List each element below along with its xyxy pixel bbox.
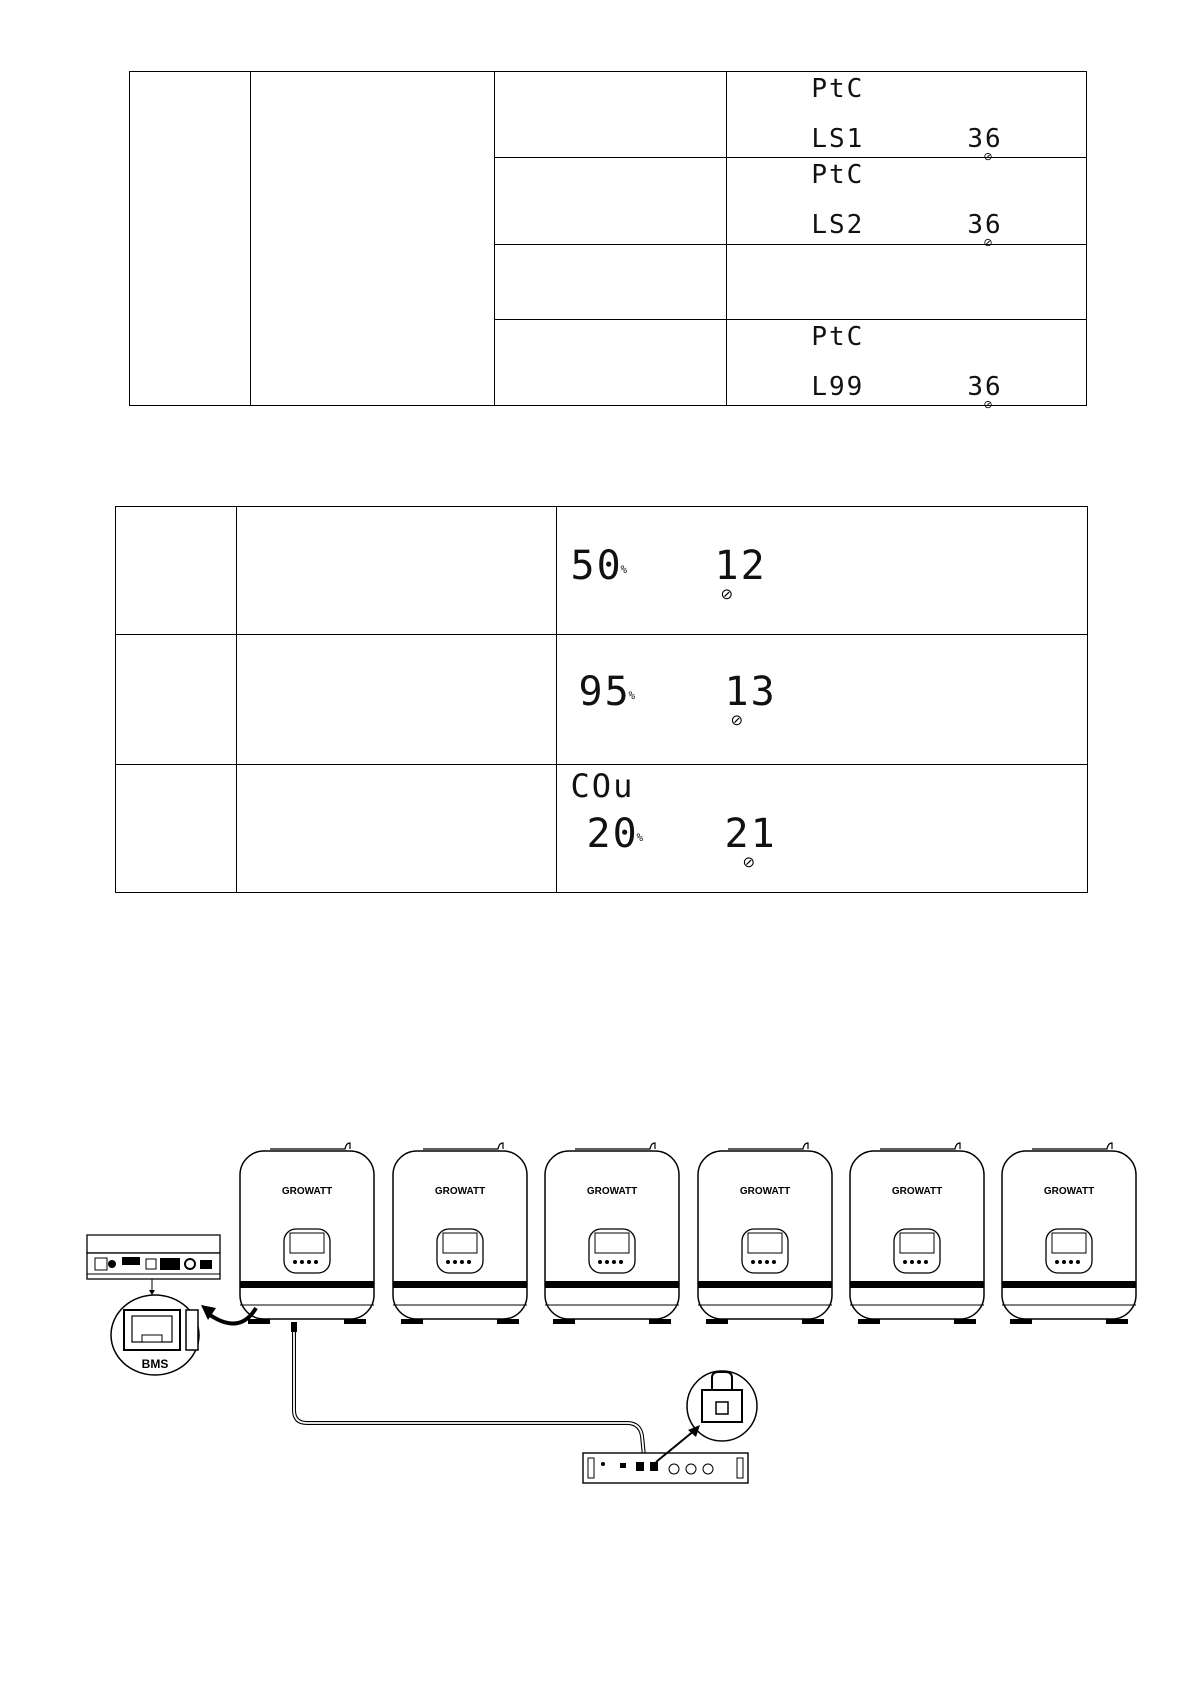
setting-icon: ⊘ [730,712,744,729]
brand-label: GROWATT [739,1186,791,1197]
bms-port-label: BMS [141,1357,169,1371]
lcd-code: COu [570,767,635,805]
inverter-unit [698,1143,832,1324]
table2-row3-b [236,765,556,893]
lcd-line2: L99 [811,372,865,402]
table2-row2-lcd [556,635,1087,765]
table2-row2-a [116,635,237,765]
table2-row3-a [116,765,237,893]
table1-row4-lcd [727,320,1087,411]
inverter-unit [393,1143,527,1324]
table2-row2-b [236,635,556,765]
setting-icon: ⊘ [983,151,993,163]
inverter-unit [240,1143,374,1324]
lcd-value: 36 [967,372,1003,402]
setting-icon: ⊘ [983,399,993,411]
battery-unit [583,1453,748,1483]
brand-label: GROWATT [281,1186,333,1197]
lcd-line1: PtC [811,160,865,190]
lcd-value: 36 [967,210,1003,240]
table1-row2-lcd [727,158,1087,249]
bms-cable [291,1322,645,1466]
bms-port-callout [111,1295,199,1375]
inverter-unit [545,1143,679,1324]
percent-unit: % [620,563,630,576]
settings-table-2 [115,506,1088,893]
table1-row1-lcd [727,72,1087,163]
percent-unit: % [636,831,646,844]
setting-icon: ⊘ [742,854,756,871]
table1-col-b [250,72,494,406]
table2-row1-a [116,507,237,635]
inverter-bottom-view [87,1235,220,1295]
lcd-value: 36 [967,124,1003,154]
table2-row3-lcd [556,765,1087,893]
brand-label: GROWATT [434,1186,486,1197]
table1-col-a [130,72,251,406]
lcd-value: 12 [714,543,767,589]
table2-row1-b [236,507,556,635]
lcd-percent: 95 [578,669,631,715]
brand-label: GROWATT [586,1186,638,1197]
setting-icon: ⊘ [720,586,734,603]
percent-unit: % [628,689,638,702]
brand-label: GROWATT [1043,1186,1095,1197]
table1-row3-lcd [727,245,1087,320]
setting-icon: ⊘ [983,237,993,249]
table1-row2-desc [494,158,727,245]
inverter-unit [1002,1143,1136,1324]
table1-row1-desc [494,72,727,158]
lcd-percent: 20 [586,811,639,857]
lcd-value: 21 [724,811,777,857]
settings-table-1 [129,71,1087,411]
bms-connection-diagram [0,1140,1191,1520]
battery-port-callout [656,1371,757,1462]
inverter-unit [850,1143,984,1324]
table2-row1-lcd [556,507,1087,635]
table1-row3-desc [494,245,727,320]
lcd-line1: PtC [811,322,865,352]
brand-label: GROWATT [891,1186,943,1197]
lcd-line1: PtC [811,74,865,104]
lcd-line2: LS1 [811,124,865,154]
lcd-value: 13 [724,669,777,715]
lcd-line2: LS2 [811,210,865,240]
table1-row4-desc [494,320,727,406]
lcd-percent: 50 [570,543,623,589]
